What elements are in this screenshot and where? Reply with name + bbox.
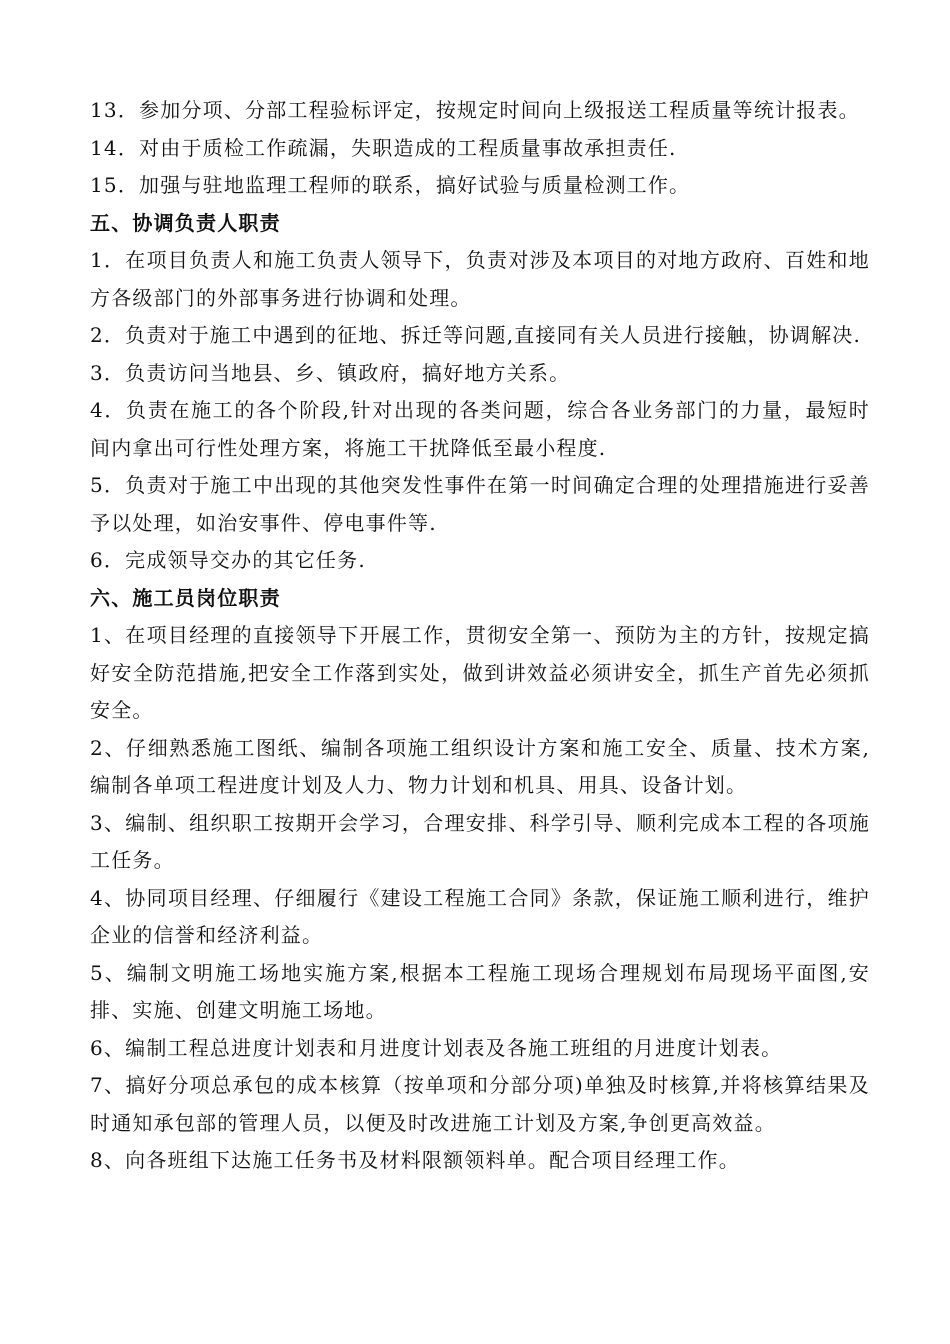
staff-duty-3: 3、编制、组织职工按期开会学习，合理安排、科学引导、顺利完成本工程的各项施工任务。: [90, 810, 870, 872]
coordinator-duty-5: 5．负责对于施工中出现的其他突发性事件在第一时间确定合理的处理措施进行妥善予以处理，如治安事件、停电事件等.: [90, 473, 870, 535]
document-body: [90, 92, 870, 1180]
coordinator-duty-2: 2．负责对于施工中遇到的征地、拆迁等问题,直接同有关人员进行接触，协调解决.: [90, 323, 862, 347]
staff-duty-1: 1、在项目经理的直接领导下开展工作，贯彻安全第一、预防为主的方针，按规定搞好安全防范措施,把安全工作落到实处，做到讲效益必须讲安全，抓生产首先必须抓安全。: [90, 623, 870, 722]
coordinator-duty-6: 6．完成领导交办的其它任务.: [90, 548, 366, 572]
coordinator-duty-3: 3．负责访问当地县、乡、镇政府，搞好地方关系。: [90, 360, 571, 385]
staff-duty-7: 7、搞好分项总承包的成本核算（按单项和分部分项)单独及时核算,并将核算结果及时通知承包部的管理人员，以便及时改进施工计划及方案,争创更高效益。: [90, 1073, 870, 1135]
section-heading-construction-staff: 六、施工员岗位职责: [90, 585, 281, 610]
staff-duty-4: 4、协同项目经理、仔细履行《建设工程施工合同》条款，保证施工顺利进行，维护企业的信誉和经济利益。: [90, 885, 870, 947]
coordinator-duty-4: 4．负责在施工的各个阶段,针对出现的各类问题，综合各业务部门的力量，最短时间内拿出可行性处理方案，将施工干扰降低至最小程度.: [90, 398, 870, 460]
section-heading-coordinator: 五、协调负责人职责: [90, 210, 281, 235]
staff-duty-2: 2、仔细熟悉施工图纸、编制各项施工组织设计方案和施工安全、质量、技术方案,编制各单项工程进度计划及人力、物力计划和机具、用具、设备计划。: [90, 735, 870, 797]
staff-duty-6: 6、编制工程总进度计划表和月进度计划表及各施工班组的月进度计划表。: [90, 1035, 783, 1060]
duty-item-13: 13．参加分项、分部工程验标评定，按规定时间向上级报送工程质量等统计报表。: [90, 98, 860, 122]
staff-duty-5: 5、编制文明施工场地实施方案,根据本工程施工现场合理规划布局现场平面图,安排、实施、创建文明施工场地。: [90, 960, 870, 1022]
duty-item-14: 14．对由于质检工作疏漏，失职造成的工程质量事故承担责任.: [90, 135, 677, 160]
duty-item-15: 15．加强与驻地监理工程师的联系，搞好试验与质量检测工作。: [90, 173, 691, 197]
coordinator-duty-1: 1．在项目负责人和施工负责人领导下，负责对涉及本项目的对地方政府、百姓和地方各级部门的外部事务进行协调和处理。: [90, 248, 870, 310]
staff-duty-8: 8、向各班组下达施工任务书及材料限额领料单。配合项目经理工作。: [90, 1148, 740, 1172]
